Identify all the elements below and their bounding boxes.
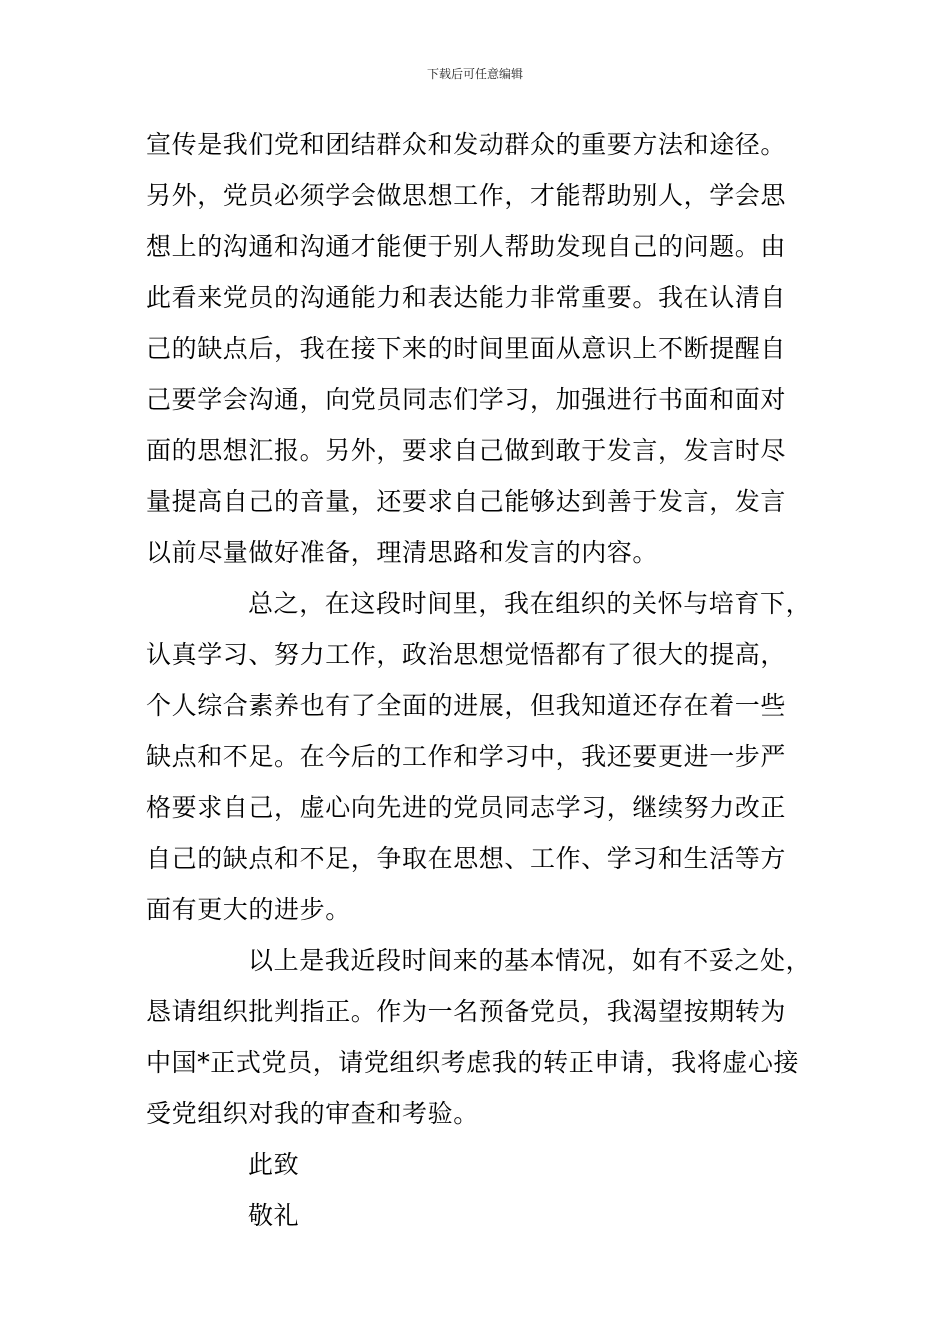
- body-line: 想上的沟通和沟通才能便于别人帮助发现自己的问题。由: [146, 232, 787, 261]
- body-line: 恳请组织批判指正。作为一名预备党员，我渴望按期转为: [146, 997, 787, 1026]
- body-line: 量提高自己的音量，还要求自己能够达到善于发言，发言: [146, 487, 787, 516]
- body-line: 中国*正式党员，请党组织考虑我的转正申请，我将虚心接: [146, 1048, 800, 1077]
- body-line: 格要求自己，虚心向先进的党员同志学习，继续努力改正: [146, 793, 787, 822]
- body-line: 面的思想汇报。另外，要求自己做到敢于发言，发言时尽: [146, 436, 787, 465]
- paragraph-start-line: 总之，在这段时间里，我在组织的关怀与培育下，: [248, 589, 812, 618]
- body-line: 自己的缺点和不足，争取在思想、工作、学习和生活等方: [146, 844, 787, 873]
- paragraph-start-line: 以上是我近段时间来的基本情况，如有不妥之处，: [248, 946, 812, 975]
- body-line: 个人综合素养也有了全面的进展，但我知道还存在着一些: [146, 691, 787, 720]
- body-line: 受党组织对我的审查和考验。: [146, 1099, 479, 1128]
- body-line: 己要学会沟通，向党员同志们学习，加强进行书面和面对: [146, 385, 787, 414]
- body-line: 以前尽量做好准备，理清思路和发言的内容。: [146, 538, 659, 567]
- body-line: 面有更大的进步。: [146, 895, 351, 924]
- body-line: 缺点和不足。在今后的工作和学习中，我还要更进一步严: [146, 742, 787, 771]
- closing-salutation: 此致: [248, 1150, 300, 1179]
- body-line: 此看来党员的沟通能力和表达能力非常重要。我在认清自: [146, 283, 787, 312]
- body-line: 宣传是我们党和团结群众和发动群众的重要方法和途径。: [146, 130, 787, 159]
- body-line: 另外，党员必须学会做思想工作，才能帮助别人，学会思: [146, 181, 787, 210]
- page-header: 下载后可任意编辑: [426, 67, 523, 81]
- closing-regards: 敬礼: [248, 1201, 300, 1230]
- body-line: 认真学习、努力工作，政治思想觉悟都有了很大的提高，: [146, 640, 787, 669]
- body-line: 己的缺点后，我在接下来的时间里面从意识上不断提醒自: [146, 334, 787, 363]
